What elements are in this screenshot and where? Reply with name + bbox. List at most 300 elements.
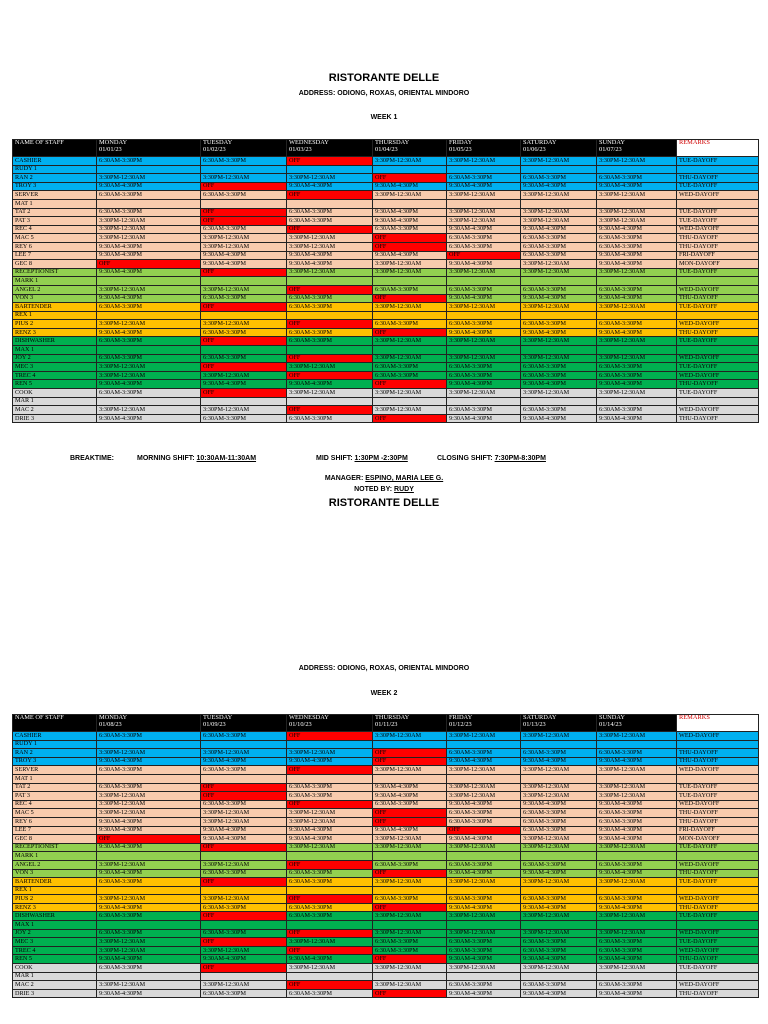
header-day [597,715,677,732]
shift-cell: 9:30AM-4:30PM [597,414,677,423]
shift-cell: 3:30PM-12:30AM [447,732,521,741]
remarks-cell: TUE-DAYOFF [677,792,759,801]
day-date: 01/05/23 [449,146,472,154]
table-row [13,234,759,243]
manager-label: MANAGER: [324,475,364,482]
shift-cell: 3:30PM-12:30AM [373,878,447,887]
table-row [13,886,759,895]
day-off-cell: OFF [287,981,373,990]
day-off-cell: OFF [201,268,287,277]
day-off-cell: OFF [201,843,287,852]
table-row [13,277,759,286]
shift-cell [521,852,597,861]
shift-cell: 3:30PM-12:30AM [97,320,201,329]
shift-cell: 6:30AM-3:30PM [373,285,447,294]
shift-cell [521,740,597,749]
staff-name-cell: DISHWASHER [13,337,97,346]
shift-cell: 9:30AM-4:30PM [97,268,201,277]
staff-name-cell: REC 4 [13,800,97,809]
shift-cell: 3:30PM-12:30AM [373,260,447,269]
shift-cell: 3:30PM-12:30AM [373,912,447,921]
shift-cell: 9:30AM-4:30PM [447,903,521,912]
shift-cell: 3:30PM-12:30AM [373,929,447,938]
table-row [13,363,759,372]
remarks-cell: TUE-DAYOFF [677,363,759,372]
remarks-cell: TUE-DAYOFF [677,389,759,398]
table-row [13,217,759,226]
shift-cell: 6:30AM-3:30PM [597,363,677,372]
table-row [13,208,759,217]
remarks-cell [677,277,759,286]
shift-cell: 6:30AM-3:30PM [287,217,373,226]
shift-cell: 6:30AM-3:30PM [597,406,677,415]
shift-cell: 6:30AM-3:30PM [597,174,677,183]
shift-cell: 3:30PM-12:30AM [97,371,201,380]
shift-cell [97,921,201,930]
shift-cell: 9:30AM-4:30PM [597,328,677,337]
remarks-cell: WED-DAYOFF [677,354,759,363]
shift-cell [373,346,447,355]
shift-cell: 6:30AM-3:30PM [201,294,287,303]
table-header-row [13,715,759,732]
shift-cell: 9:30AM-4:30PM [373,182,447,191]
staff-name-cell: PAT 3 [13,217,97,226]
shift-cell: 6:30AM-3:30PM [201,929,287,938]
remarks-cell: TUE-DAYOFF [677,208,759,217]
shift-cell: 6:30AM-3:30PM [521,809,597,818]
shift-cell: 6:30AM-3:30PM [521,895,597,904]
staff-name-cell: TREC 4 [13,371,97,380]
shift-cell: 6:30AM-3:30PM [287,414,373,423]
shift-cell: 3:30PM-12:30AM [201,749,287,758]
shift-cell: 9:30AM-4:30PM [521,989,597,998]
shift-cell: 3:30PM-12:30AM [373,303,447,312]
table-row [13,311,759,320]
header-day [97,140,201,157]
day-name: SUNDAY [599,714,626,721]
shift-cell: 3:30PM-12:30AM [597,337,677,346]
day-off-cell: OFF [287,191,373,200]
shift-cell: 9:30AM-4:30PM [447,225,521,234]
shift-cell [201,886,287,895]
shift-cell [521,397,597,406]
remarks-cell: TUE-DAYOFF [677,157,759,166]
shift-cell: 6:30AM-3:30PM [201,766,287,775]
shift-cell: 3:30PM-12:30AM [97,174,201,183]
staff-name-cell: VON 3 [13,869,97,878]
day-off-cell: OFF [201,878,287,887]
shift-cell: 9:30AM-4:30PM [597,800,677,809]
closing-shift-time: 7:30PM-8:30PM [494,455,546,462]
shift-cell: 6:30AM-3:30PM [447,817,521,826]
shift-cell: 6:30AM-3:30PM [521,817,597,826]
shift-cell: 6:30AM-3:30PM [373,320,447,329]
shift-cell: 6:30AM-3:30PM [287,912,373,921]
day-off-cell: OFF [201,792,287,801]
shift-cell: 3:30PM-12:30AM [97,946,201,955]
shift-cell: 6:30AM-3:30PM [521,234,597,243]
shift-cell [201,199,287,208]
shift-cell: 9:30AM-4:30PM [597,182,677,191]
remarks-cell: MON-DAYOFF [677,835,759,844]
table-row [13,191,759,200]
day-date: 01/11/23 [375,721,398,729]
shift-cell: 6:30AM-3:30PM [447,234,521,243]
header-name-of-staff: NAME OF STAFF [13,715,97,732]
day-name: FRIDAY [449,714,473,721]
shift-cell [373,852,447,861]
shift-cell: 3:30PM-12:30AM [97,749,201,758]
shift-cell: 3:30PM-12:30AM [201,174,287,183]
shift-cell [97,852,201,861]
shift-cell: 6:30AM-3:30PM [597,895,677,904]
shift-cell: 6:30AM-3:30PM [201,989,287,998]
remarks-cell: FRI-DAYOFF [677,826,759,835]
staff-name-cell: RECEPTIONIST [13,843,97,852]
shift-cell [201,921,287,930]
staff-name-cell: MAC 2 [13,406,97,415]
shift-cell: 6:30AM-3:30PM [97,732,201,741]
remarks-cell: THU-DAYOFF [677,380,759,389]
shift-cell: 3:30PM-12:30AM [97,225,201,234]
shift-cell: 9:30AM-4:30PM [201,380,287,389]
staff-name-cell: REX 1 [13,311,97,320]
day-off-cell: OFF [373,757,447,766]
shift-cell: 6:30AM-3:30PM [447,406,521,415]
shift-cell: 6:30AM-3:30PM [597,860,677,869]
shift-cell: 9:30AM-4:30PM [287,835,373,844]
shift-cell [373,397,447,406]
remarks-cell: TUE-DAYOFF [677,783,759,792]
closing-shift [437,455,546,462]
shift-cell: 6:30AM-3:30PM [97,208,201,217]
shift-cell: 9:30AM-4:30PM [287,380,373,389]
remarks-cell: THU-DAYOFF [677,242,759,251]
shift-cell: 9:30AM-4:30PM [97,182,201,191]
remarks-cell [677,199,759,208]
shift-cell: 6:30AM-3:30PM [521,251,597,260]
shift-cell [287,886,373,895]
shift-cell [447,311,521,320]
shift-cell [447,165,521,174]
remarks-cell: WED-DAYOFF [677,946,759,955]
staff-name-cell: MAT 1 [13,199,97,208]
day-name: SATURDAY [523,139,557,146]
shift-cell [287,921,373,930]
shift-cell: 9:30AM-4:30PM [97,328,201,337]
staff-name-cell: TROY 3 [13,757,97,766]
shift-cell: 3:30PM-12:30AM [521,208,597,217]
shift-cell: 6:30AM-3:30PM [447,749,521,758]
shift-cell: 3:30PM-12:30AM [521,843,597,852]
shift-cell: 3:30PM-12:30AM [597,792,677,801]
shift-cell: 3:30PM-12:30AM [373,843,447,852]
shift-cell: 6:30AM-3:30PM [597,371,677,380]
staff-name-cell: JOY 2 [13,354,97,363]
day-off-cell: OFF [201,363,287,372]
table-row [13,964,759,973]
staff-name-cell: GEC 8 [13,260,97,269]
table-row [13,242,759,251]
shift-cell: 3:30PM-12:30AM [373,337,447,346]
header-remarks: REMARKS [677,140,759,157]
shift-cell: 6:30AM-3:30PM [447,895,521,904]
shift-cell: 6:30AM-3:30PM [597,285,677,294]
shift-cell: 6:30AM-3:30PM [521,749,597,758]
table-row [13,199,759,208]
manager-line [0,475,768,482]
table-row [13,766,759,775]
day-name: TUESDAY [203,139,233,146]
remarks-cell [677,852,759,861]
noted-by-line [0,486,768,493]
shift-cell [373,199,447,208]
day-off-cell: OFF [287,371,373,380]
staff-name-cell: REX 1 [13,886,97,895]
staff-name-cell: DRIE 3 [13,989,97,998]
day-off-cell: OFF [373,328,447,337]
remarks-cell: THU-DAYOFF [677,903,759,912]
shift-cell: 3:30PM-12:30AM [201,234,287,243]
shift-cell: 3:30PM-12:30AM [373,354,447,363]
shift-cell [287,346,373,355]
shift-cell: 6:30AM-3:30PM [287,869,373,878]
day-off-cell: OFF [373,242,447,251]
shift-cell: 6:30AM-3:30PM [201,354,287,363]
staff-name-cell: MAX 1 [13,921,97,930]
table-row [13,774,759,783]
shift-cell: 3:30PM-12:30AM [447,191,521,200]
day-date: 01/12/23 [449,721,472,729]
day-off-cell: OFF [287,766,373,775]
shift-cell: 6:30AM-3:30PM [287,783,373,792]
shift-cell [447,277,521,286]
shift-cell: 3:30PM-12:30AM [201,242,287,251]
shift-cell: 9:30AM-4:30PM [97,817,201,826]
shift-cell: 3:30PM-12:30AM [97,234,201,243]
shift-cell: 6:30AM-3:30PM [287,878,373,887]
day-off-cell: OFF [287,320,373,329]
table-row [13,826,759,835]
table-row [13,843,759,852]
shift-cell: 3:30PM-12:30AM [521,268,597,277]
shift-cell: 3:30PM-12:30AM [201,809,287,818]
day-off-cell: OFF [373,989,447,998]
staff-name-cell: BARTENDER [13,303,97,312]
shift-cell: 3:30PM-12:30AM [447,354,521,363]
day-name: TUESDAY [203,714,233,721]
shift-cell: 6:30AM-3:30PM [521,946,597,955]
week2-schedule-table [12,714,759,998]
shift-cell: 3:30PM-12:30AM [597,766,677,775]
header-day [447,715,521,732]
staff-name-cell: LEE 7 [13,826,97,835]
shift-cell: 3:30PM-12:30AM [521,157,597,166]
remarks-cell: THU-DAYOFF [677,294,759,303]
shift-cell [287,311,373,320]
table-row [13,251,759,260]
shift-cell: 6:30AM-3:30PM [373,800,447,809]
day-off-cell: OFF [97,835,201,844]
shift-cell [373,886,447,895]
day-name: FRIDAY [449,139,473,146]
shift-cell: 6:30AM-3:30PM [447,938,521,947]
shift-cell: 3:30PM-12:30AM [447,217,521,226]
shift-cell: 3:30PM-12:30AM [447,268,521,277]
shift-cell: 3:30PM-12:30AM [597,732,677,741]
shift-cell: 3:30PM-12:30AM [287,174,373,183]
shift-cell [447,852,521,861]
table-row [13,852,759,861]
day-off-cell: OFF [287,732,373,741]
shift-cell: 9:30AM-4:30PM [521,328,597,337]
shift-cell [373,921,447,930]
header-day [597,140,677,157]
remarks-cell: WED-DAYOFF [677,766,759,775]
shift-cell [97,972,201,981]
shift-cell [201,397,287,406]
shift-cell [97,277,201,286]
remarks-cell: TUE-DAYOFF [677,912,759,921]
table-row [13,783,759,792]
shift-cell: 9:30AM-4:30PM [447,260,521,269]
day-off-cell: OFF [201,783,287,792]
shift-cell: 9:30AM-4:30PM [597,835,677,844]
shift-cell: 3:30PM-12:30AM [447,303,521,312]
shift-cell: 9:30AM-4:30PM [597,903,677,912]
remarks-cell [677,165,759,174]
shift-cell [521,886,597,895]
shift-cell [201,972,287,981]
shift-cell [521,774,597,783]
shift-cell: 3:30PM-12:30AM [373,981,447,990]
staff-name-cell: JOY 2 [13,929,97,938]
shift-cell: 9:30AM-4:30PM [287,260,373,269]
day-off-cell: OFF [373,414,447,423]
staff-name-cell: CASHIER [13,732,97,741]
shift-cell: 3:30PM-12:30AM [521,260,597,269]
day-off-cell: OFF [287,406,373,415]
shift-cell: 9:30AM-4:30PM [97,757,201,766]
breaktime-label: BREAKTIME: [70,455,114,462]
shift-cell: 9:30AM-4:30PM [447,955,521,964]
shift-cell: 3:30PM-12:30AM [97,285,201,294]
remarks-cell: WED-DAYOFF [677,406,759,415]
shift-cell: 6:30AM-3:30PM [201,157,287,166]
day-date: 01/07/23 [599,146,622,154]
staff-name-cell: MEC 3 [13,938,97,947]
shift-cell: 9:30AM-4:30PM [97,989,201,998]
shift-cell: 6:30AM-3:30PM [521,285,597,294]
shift-cell: 3:30PM-12:30AM [521,964,597,973]
shift-cell [597,311,677,320]
table-row [13,757,759,766]
shift-cell: 6:30AM-3:30PM [373,946,447,955]
day-name: THURSDAY [375,139,410,146]
shift-cell: 9:30AM-4:30PM [447,414,521,423]
header-day [373,715,447,732]
shift-cell: 3:30PM-12:30AM [447,766,521,775]
shift-cell: 3:30PM-12:30AM [201,371,287,380]
table-row [13,157,759,166]
staff-name-cell: VON 3 [13,294,97,303]
shift-cell [521,972,597,981]
day-off-cell: OFF [373,817,447,826]
shift-cell: 3:30PM-12:30AM [373,268,447,277]
shift-cell [97,311,201,320]
shift-cell: 6:30AM-3:30PM [521,242,597,251]
shift-cell [287,165,373,174]
shift-cell: 9:30AM-4:30PM [521,225,597,234]
table-row [13,337,759,346]
shift-cell [201,774,287,783]
shift-cell [597,886,677,895]
day-off-cell: OFF [201,964,287,973]
shift-cell [597,165,677,174]
shift-cell: 3:30PM-12:30AM [287,749,373,758]
shift-cell: 9:30AM-4:30PM [597,380,677,389]
shift-cell [597,921,677,930]
shift-cell: 3:30PM-12:30AM [521,929,597,938]
shift-cell: 6:30AM-3:30PM [287,903,373,912]
shift-cell: 3:30PM-12:30AM [373,732,447,741]
morning-shift-label: MORNING SHIFT: [137,455,195,462]
shift-cell: 6:30AM-3:30PM [447,809,521,818]
shift-cell: 3:30PM-12:30AM [521,217,597,226]
day-date: 01/06/23 [523,146,546,154]
shift-cell [97,740,201,749]
shift-cell: 6:30AM-3:30PM [373,860,447,869]
shift-cell: 3:30PM-12:30AM [447,843,521,852]
shift-cell [597,397,677,406]
shift-cell: 6:30AM-3:30PM [597,817,677,826]
remarks-cell: THU-DAYOFF [677,817,759,826]
shift-cell: 3:30PM-12:30AM [373,389,447,398]
day-off-cell: OFF [201,303,287,312]
table-row [13,320,759,329]
table-row [13,809,759,818]
staff-name-cell: COOK [13,389,97,398]
staff-name-cell: SERVER [13,191,97,200]
remarks-cell: WED-DAYOFF [677,732,759,741]
shift-cell: 9:30AM-4:30PM [597,826,677,835]
shift-cell: 3:30PM-12:30AM [521,389,597,398]
remarks-cell [677,740,759,749]
mid-shift-time: 1:30PM -2:30PM [354,455,408,462]
table-row [13,929,759,938]
shift-cell: 3:30PM-12:30AM [97,792,201,801]
shift-cell: 6:30AM-3:30PM [521,363,597,372]
table-row [13,981,759,990]
remarks-cell: WED-DAYOFF [677,929,759,938]
shift-cell: 6:30AM-3:30PM [597,981,677,990]
shift-cell: 9:30AM-4:30PM [373,208,447,217]
shift-cell: 3:30PM-12:30AM [373,191,447,200]
shift-cell [287,740,373,749]
table-row [13,817,759,826]
shift-cell: 9:30AM-4:30PM [97,294,201,303]
shift-cell: 3:30PM-12:30AM [201,981,287,990]
table-row [13,303,759,312]
shift-cell: 6:30AM-3:30PM [521,371,597,380]
day-date: 01/01/23 [99,146,122,154]
shift-cell: 6:30AM-3:30PM [287,328,373,337]
shift-cell: 9:30AM-4:30PM [597,260,677,269]
day-off-cell: OFF [201,389,287,398]
shift-cell: 6:30AM-3:30PM [97,964,201,973]
shift-cell [201,165,287,174]
shift-cell: 9:30AM-4:30PM [287,182,373,191]
